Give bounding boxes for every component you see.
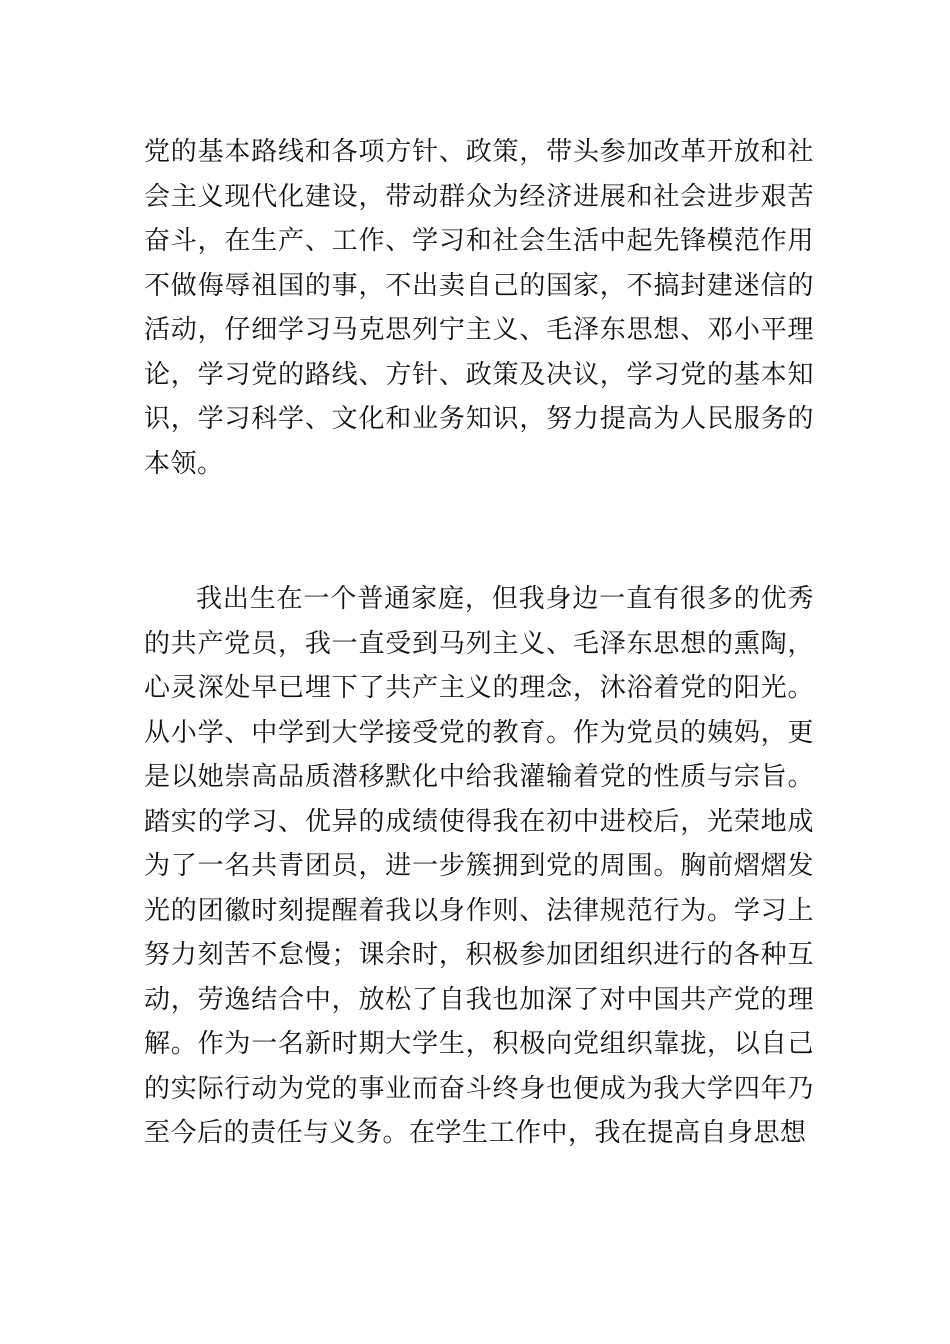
body-paragraph-1: 党的基本路线和各项方针、政策，带头参加改革开放和社会主义现代化建设，带动群众为经济进展和社会进步艰苦奋斗，在生产、工作、学习和社会生活中起先锋模范作用不做侮辱祖国的事，不出卖自己的国家，不搞封建迷信的活动，仔细学习马克思列宁主义、毛泽东思想、邓小平理论，学习党的路线、方针、政策及决议，学习党的基本知识，学习科学、文化和业务知识，努力提高为人民服务的本领。 [144, 137, 814, 479]
body-paragraph-2: 我出生在一个普通家庭，但我身边一直有很多的优秀的共产党员，我一直受到马列主义、毛泽东思想的熏陶，心灵深处早已埋下了共产主义的理念，沐浴着党的阳光。从小学、中学到大学接受党的教育。作为党员的姨妈，更是以她崇高品质潜移默化中给我灌输着党的性质与宗旨。踏实的学习、优异的成绩使得我在初中进校后，光荣地成为了一名共青团员，进一步簇拥到党的周围。胸前熠熠发光的团徽时刻提醒着我以身作则、法律规范行为。学习上努力刻苦不怠慢；课余时，积极参加团组织进行的各种互动，劳逸结合中，放松了自我也加深了对中国共产党的理解。作为一名新时期大学生，积极向党组织靠拢，以自己的实际行动为党的事业而奋斗终身也便成为我大学四年乃至今后的责任与义务。在学生工作中，我在提高自身思想 [144, 584, 814, 1148]
